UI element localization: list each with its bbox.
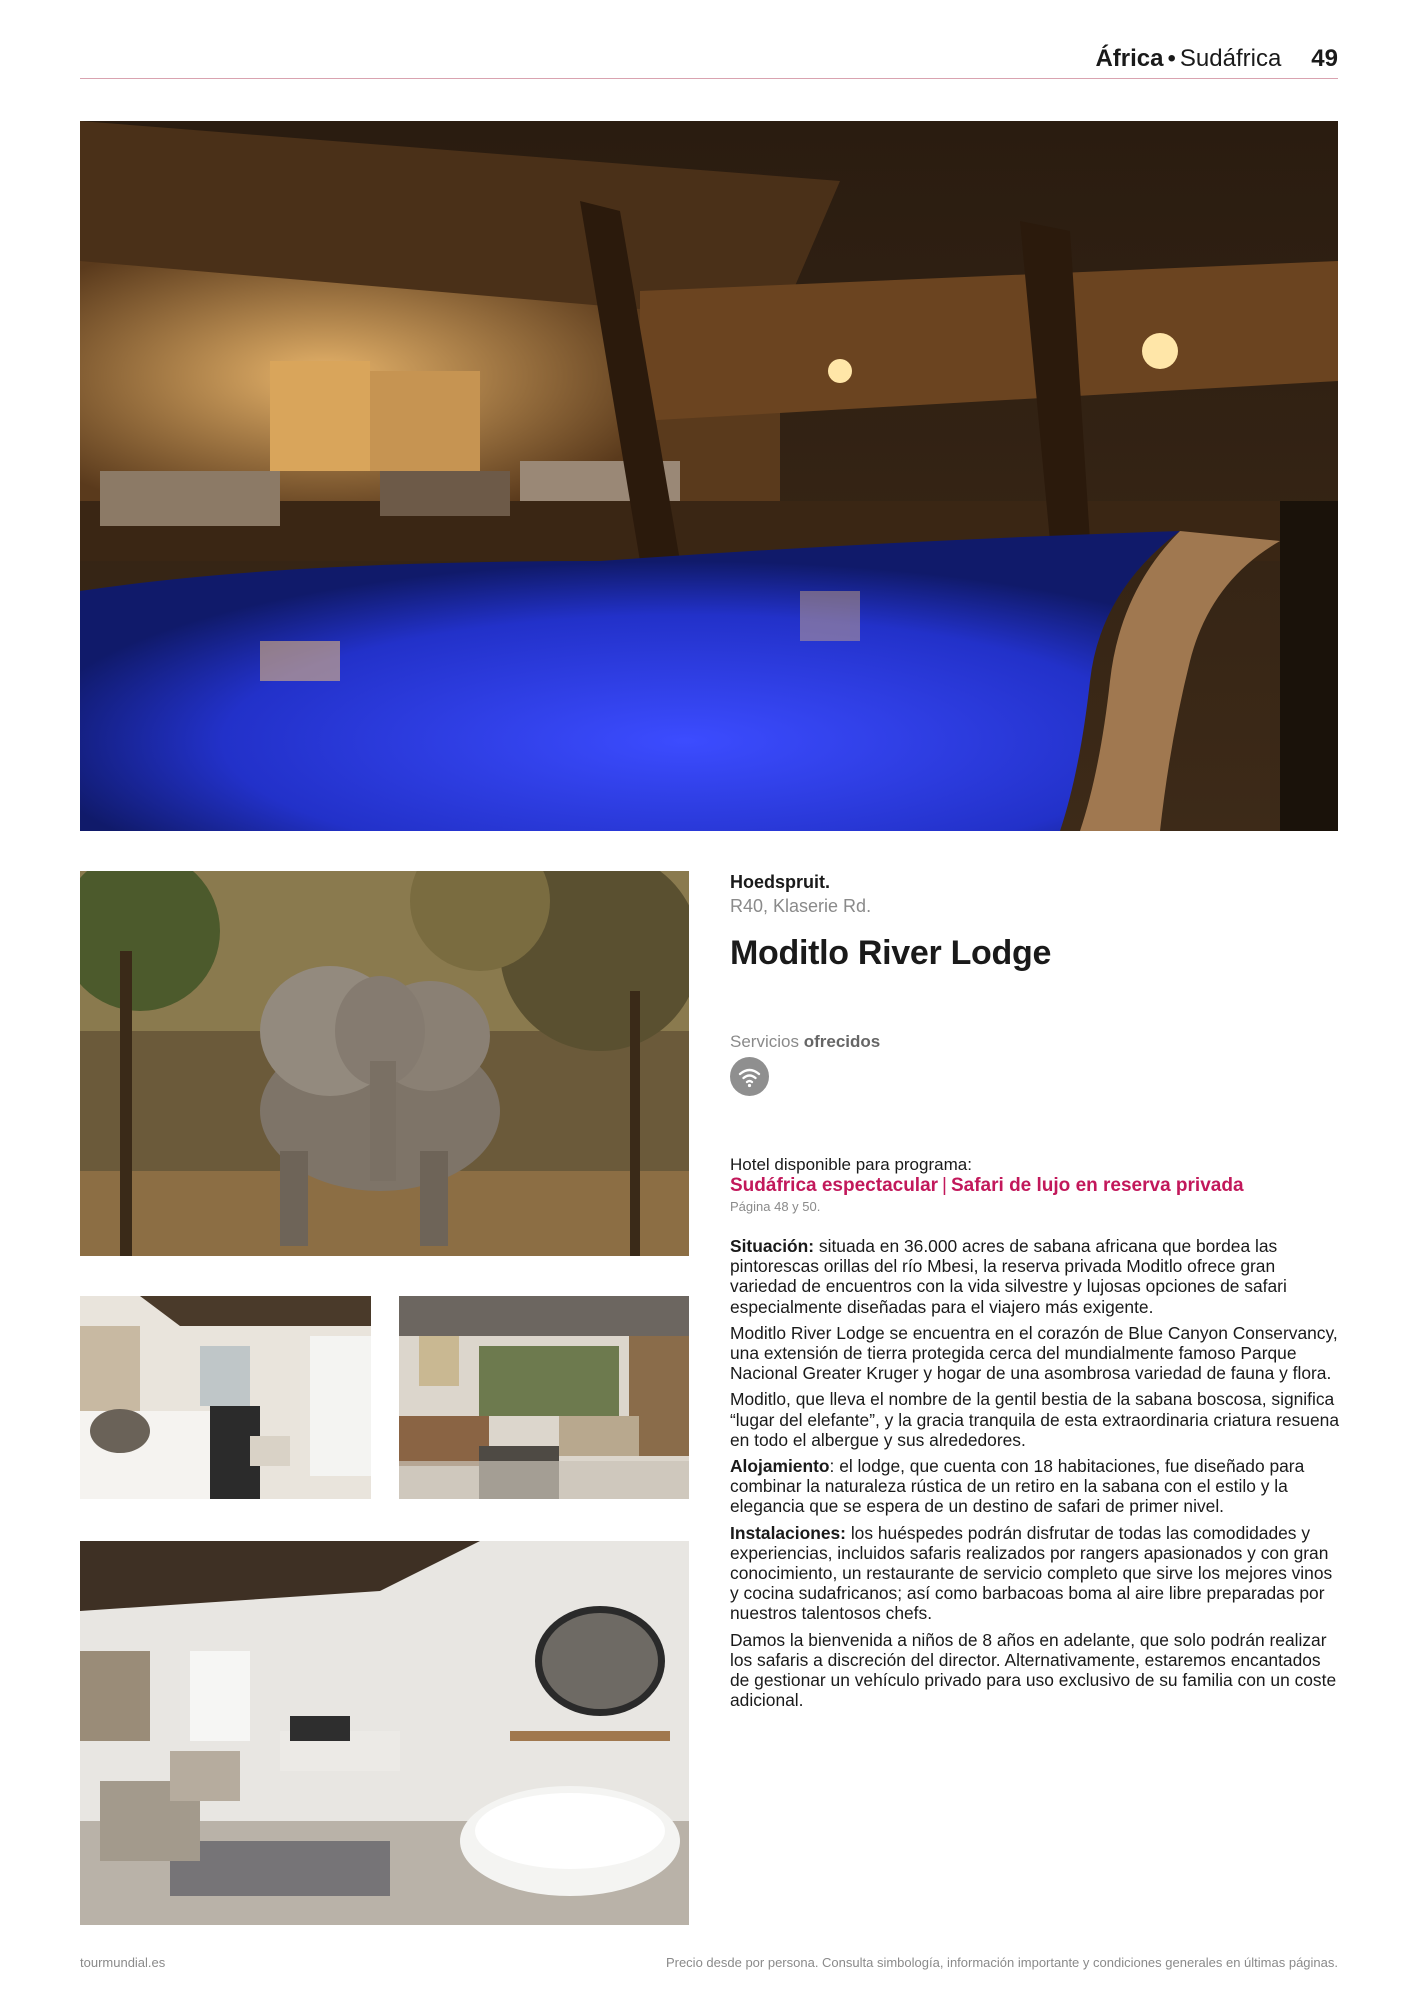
program-link-2[interactable]: Safari de lujo en reserva privada: [950, 1175, 1244, 1196]
program-links: [730, 1175, 1342, 1197]
program-separator: |: [942, 1175, 947, 1196]
page-header: [80, 44, 1338, 74]
footer-disclaimer: Precio desde por persona. Consulta simbología, información importante y condiciones generales en últimas páginas.: [665, 1955, 1338, 1970]
wifi-icon: [730, 1057, 769, 1096]
elephant-image: [80, 871, 689, 1256]
services-prefix: Servicios: [730, 1032, 799, 1051]
header-rule: [80, 78, 1338, 79]
paragraph-alojamiento: [730, 1456, 1342, 1517]
lounge-image: [399, 1296, 689, 1499]
page-reference: Página 48 y 50.: [730, 1199, 821, 1214]
instalaciones-text: los huéspedes podrán disfrutar de todas las comodidades y experiencias, incluidos safaris realizados por rangers apasionados y con gran conocimiento, un restaurante de servicio completo que sirve los mejores vinos y cocina sudafricanos; así como barbacoas boma al aire libre preparadas por nuestros talentosos chefs.: [730, 1522, 1333, 1624]
instalaciones-label: Instalaciones:: [730, 1522, 846, 1543]
paragraph-situacion: [730, 1236, 1342, 1317]
services-bold: ofrecidos: [803, 1032, 881, 1051]
paragraph-3: Moditlo, que lleva el nombre de la gentil bestia de la sabana boscosa, significa “lugar del elefante”, y la gracia tranquila de esta extraordinaria criatura resuena en todo el albergue y sus alrededores.: [730, 1389, 1340, 1450]
situacion-text: situada en 36.000 acres de sabana africana que bordea las pintorescas orillas del río Mbesi, la reserva privada Moditlo ofrece gran variedad de encuentros con la vida silvestre y lujosas opciones de safari especialmente diseñadas para el viajero más exigente.: [730, 1236, 1287, 1317]
paragraph-6: Damos la bienvenida a niños de 8 años en adelante, que solo podrán realizar los safaris a discreción del director. Alternativamente, estaremos encantados de gestionar un vehículo privado para uso exclusivo de su familia con un coste adicional.: [730, 1629, 1337, 1711]
footer-site[interactable]: tourmundial.es: [80, 1955, 166, 1970]
hotel-city: Hoedspruit.: [730, 872, 831, 892]
alojamiento-text: : el lodge, que cuenta con 18 habitaciones, fue diseñado para combinar la naturaleza rústica de un retiro en la sabana con el estilo y la elegancia que se espera de un destino de safari de primer nivel.: [730, 1456, 1305, 1517]
country-label: Sudáfrica: [1179, 45, 1282, 72]
paragraph-instalaciones: [730, 1523, 1342, 1624]
suite-bathroom-image: [80, 1541, 689, 1925]
pool-night-image: [80, 121, 1338, 831]
services-heading: [730, 1032, 1342, 1052]
region-label: África: [1095, 45, 1164, 72]
hotel-description: [730, 1236, 1342, 1716]
available-label: Hotel disponible para programa:: [730, 1155, 972, 1174]
hotel-name: Moditlo River Lodge: [730, 934, 1052, 972]
hotel-address: R40, Klaserie Rd.: [730, 896, 872, 916]
header-separator: •: [1167, 45, 1176, 72]
situacion-label: Situación:: [730, 1236, 815, 1256]
paragraph-2: Moditlo River Lodge se encuentra en el corazón de Blue Canyon Conservancy, una extensión de tierra protegida cerca del mundialmente famoso Parque Nacional Greater Kruger y hogar de una asombrosa variedad de fauna y flora.: [730, 1322, 1338, 1384]
alojamiento-label: Alojamiento: [730, 1456, 830, 1477]
program-link-1[interactable]: Sudáfrica espectacular: [730, 1175, 939, 1196]
bedroom-image: [80, 1296, 371, 1499]
page-number: 49: [1311, 45, 1338, 72]
